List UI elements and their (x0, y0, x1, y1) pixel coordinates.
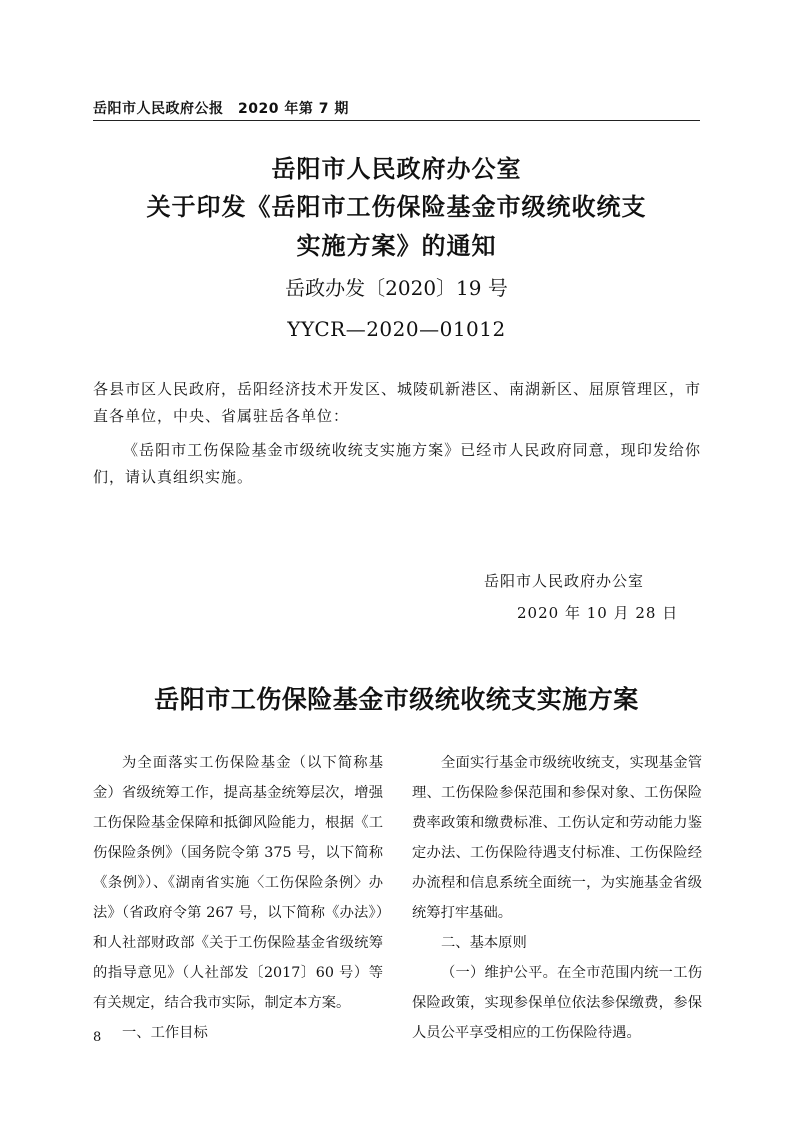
plan-intro-paragraph: 为全面落实工伤保险基金（以下简称基金）省级统筹工作，提高基金统筹层次，增强工伤保险基金保障和抵御风险能力，根据《工伤保险条例》（国务院令第 375 号，以下简称《条例》）、《湖南省实施〈工伤保险条例〉办法》（省政府令第 267 号，以下简称《办法》）和人社部财政部《关于工伤保险基金省级统筹的指导意见》（人社部发〔2017〕60 号）等有关规定，结合我市实际，制定本方案。 (93, 755, 383, 1011)
issue-date: 2020 年 10 月 28 日 (517, 604, 679, 622)
notice-body: 《岳阳市工伤保险基金市级统收统支实施方案》已经市人民政府同意，现印发给你们，请认真组织实施。 (93, 441, 701, 486)
bulletin-header: 岳阳市人民政府公报 2020 年第 7 期 (93, 101, 349, 117)
notice-title-line-3: 实施方案》的通知 (296, 231, 497, 260)
page-number: 8 (93, 1030, 102, 1045)
left-column (93, 748, 383, 1048)
plan-title: 岳阳市工伤保险基金市级统收统支实施方案 (154, 685, 639, 714)
right-column (412, 748, 702, 1048)
registration-code: YYCR—2020—01012 (287, 317, 506, 341)
document-number: 岳政办发〔2020〕19 号 (285, 276, 508, 300)
principle-fairness-paragraph: （一）维护公平。在全市范围内统一工伤保险政策，实现参保单位依法参保缴费，参保人员公平享受相应的工伤保险待遇。 (412, 965, 702, 1041)
addressees: 各县市区人民政府，岳阳经济技术开发区、城陵矶新港区、南湖新区、屈原管理区，市直各单位，中央、省属驻岳各单位： (93, 380, 702, 425)
header-rule (93, 120, 700, 121)
goals-paragraph: 全面实行基金市级统收统支，实现基金管理、工伤保险参保范围和参保对象、工伤保险费率政策和缴费标准、工伤认定和劳动能力鉴定办法、工伤保险待遇支付标准、工伤保险经办流程和信息系统全面统一，为实施基金省级统筹打牢基础。 (412, 755, 702, 921)
signature: 岳阳市人民政府办公室 (484, 572, 645, 590)
notice-title-line-2: 关于印发《岳阳市工伤保险基金市级统收统支 (146, 192, 647, 221)
notice-title-line-1: 岳阳市人民政府办公室 (271, 154, 522, 183)
section-heading-goals: 一、工作目标 (122, 1025, 208, 1041)
section-heading-principles: 二、基本原则 (441, 935, 527, 951)
